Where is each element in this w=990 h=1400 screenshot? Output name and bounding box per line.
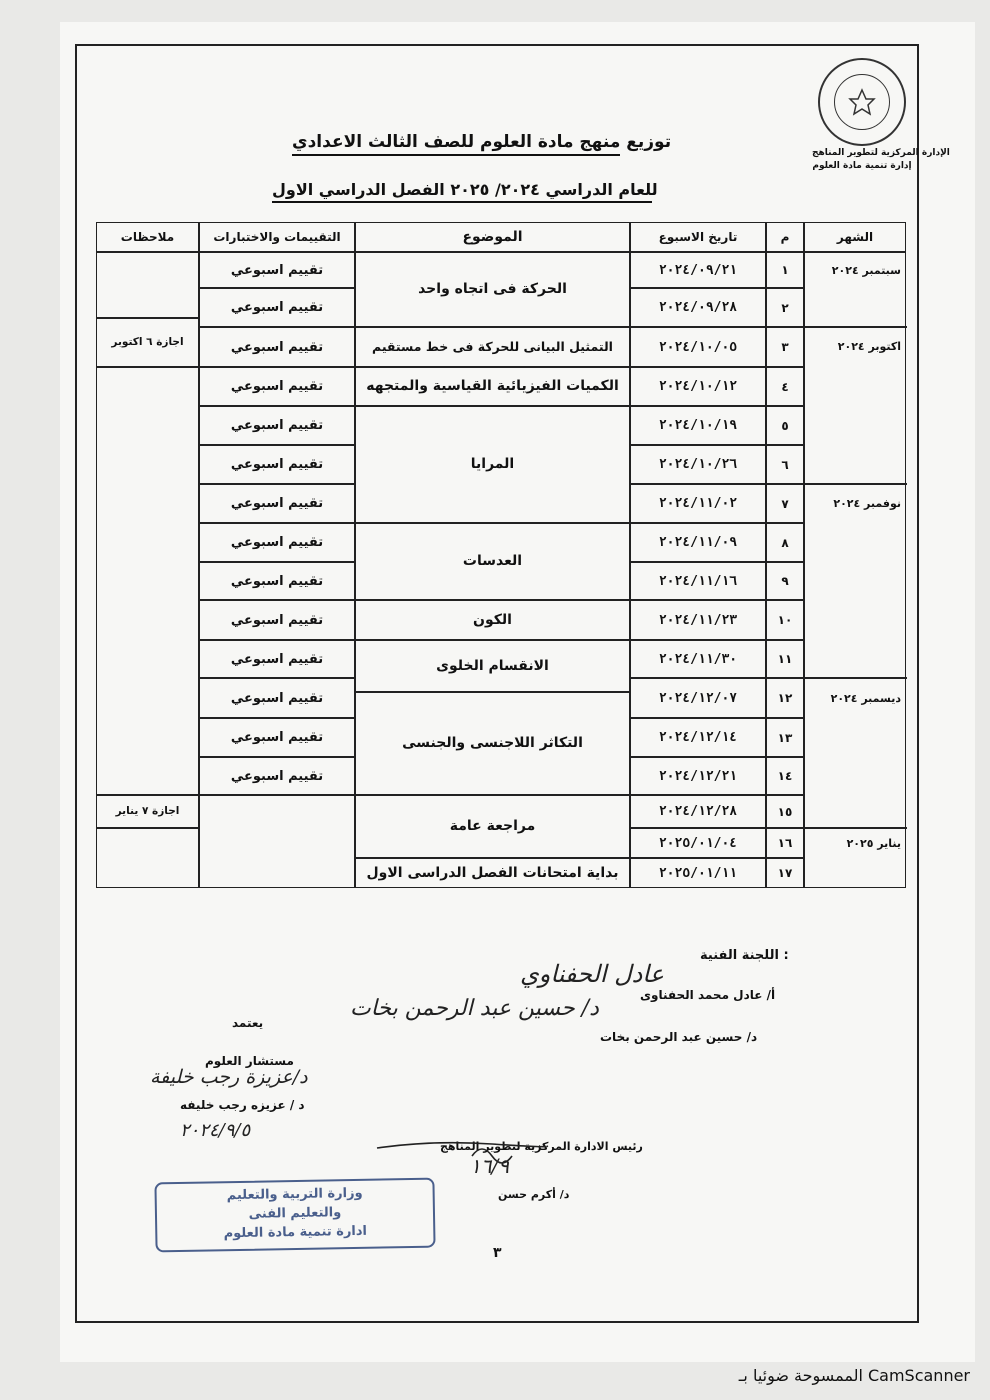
assessment-cell: تقييم اسبوعي	[230, 262, 324, 278]
director-title: رئيس الادارة المركزية لتطوير المناهج	[440, 1140, 643, 1153]
assessment-cell: تقييم اسبوعي	[230, 573, 324, 589]
header-month: الشهر	[836, 230, 874, 244]
week-number: ٩	[781, 574, 789, 588]
week-date: ٢٠٢٤/١١/٣٠	[658, 651, 738, 667]
week-date: ٢٠٢٤/١١/٢٣	[658, 612, 738, 628]
week-date: ٢٠٢٤/١١/١٦	[658, 573, 738, 589]
header-date: تاريخ الاسبوع	[658, 230, 738, 244]
header-num: م	[780, 230, 790, 244]
week-date: ٢٠٢٥/٠١/٠٤	[658, 835, 738, 851]
week-number: ٢	[781, 300, 789, 315]
approval-name: د / عزيزه رجب خليفه	[180, 1098, 305, 1112]
document-subtitle: للعام الدراسي ٢٠٢٤/ ٢٠٢٥ الفصل الدراسي الاول	[272, 180, 652, 203]
topic-cell: مراجعة عامة	[449, 818, 536, 835]
ministry-stamp	[154, 1178, 435, 1253]
week-date: ٢٠٢٤/١٠/٠٥	[658, 339, 738, 355]
committee-heading: اللجنة الفنية :	[700, 948, 789, 963]
stamp-line-2: والتعليم الفنى	[248, 1205, 342, 1222]
week-date: ٢٠٢٤/١١/٠٩	[658, 535, 738, 550]
assessment-cell: تقييم اسبوعي	[230, 690, 324, 706]
month-cell: ديسمبر ٢٠٢٤	[830, 691, 901, 705]
week-number: ١٠	[777, 613, 793, 627]
scanner-watermark: الممسوحة ضوئيا بـ CamScanner	[738, 1366, 970, 1385]
week-number: ٤	[781, 379, 789, 394]
week-date: ٢٠٢٤/١٢/٢١	[658, 768, 738, 784]
week-number: ١٦	[777, 836, 793, 850]
assessment-cell: تقييم اسبوعي	[230, 535, 324, 550]
stamp-line-1: وزارة التربية والتعليم	[226, 1185, 363, 1204]
week-date: ٢٠٢٤/١٢/٠٧	[658, 690, 738, 706]
assessment-cell: تقييم اسبوعي	[230, 339, 324, 355]
approval-label: يعتمد	[232, 1016, 264, 1030]
assessment-cell: تقييم اسبوعي	[230, 457, 324, 472]
week-number: ١٥	[777, 804, 793, 819]
note-cell: اجازة ٦ اكتوبر	[111, 335, 184, 348]
row-divider	[97, 366, 198, 368]
ministry-logo	[818, 58, 906, 146]
assessment-cell: تقييم اسبوعي	[230, 768, 324, 784]
week-number: ٨	[781, 535, 789, 550]
office-line-1: الإدارة المركزية لتطوير المناهج	[812, 148, 950, 158]
month-cell: نوفمبر ٢٠٢٤	[833, 497, 901, 510]
topic-cell: التكاثر اللاجنسى والجنسى	[402, 735, 583, 752]
week-number: ١٢	[777, 691, 793, 705]
note-cell: اجازة ٧ يناير	[115, 804, 180, 817]
stamp-line-3: ادارة تنمية مادة العلوم	[223, 1223, 368, 1241]
week-date: ٢٠٢٤/١٢/١٤	[658, 730, 738, 745]
office-line-2: إدارة تنمية مادة العلوم	[812, 161, 912, 171]
assessment-cell: تقييم اسبوعي	[230, 730, 324, 745]
assessment-cell: تقييم اسبوعي	[230, 379, 324, 394]
page-number: ٣	[493, 1245, 502, 1261]
assessment-cell: تقييم اسبوعي	[230, 651, 324, 667]
director-signature-mark	[372, 1136, 552, 1176]
week-number: ١	[781, 263, 789, 277]
week-number: ١٧	[777, 866, 793, 880]
week-number: ٥	[781, 418, 789, 433]
week-number: ٧	[781, 496, 789, 511]
topic-cell: الكميات الفيزيائية القياسية والمتجهه	[366, 378, 619, 395]
assessment-cell: تقييم اسبوعي	[230, 300, 324, 315]
director-date: ١٦/٩	[470, 1154, 509, 1178]
week-date: ٢٠٢٥/٠١/١١	[658, 865, 738, 881]
approval-signature: د/عزيزة رجب خليفة	[150, 1066, 308, 1088]
header-notes: ملاحظات	[120, 230, 175, 244]
document-title: توزيع منهج مادة العلوم للصف الثالث الاعدادي	[292, 132, 620, 156]
week-date: ٢٠٢٤/١٠/٢٦	[658, 457, 738, 472]
week-number: ١١	[777, 652, 793, 666]
row-divider	[198, 794, 354, 796]
week-date: ٢٠٢٤/٠٩/٢٨	[658, 300, 738, 315]
assessment-cell: تقييم اسبوعي	[230, 612, 324, 628]
approval-title: مستشار العلوم	[205, 1054, 294, 1068]
header-topic: الموضوع	[462, 229, 523, 245]
week-date: ٢٠٢٤/٠٩/٢١	[658, 262, 738, 278]
week-date: ٢٠٢٤/١٠/١٢	[658, 379, 738, 394]
month-cell: سبتمبر ٢٠٢٤	[831, 263, 901, 277]
month-cell: يناير ٢٠٢٥	[846, 836, 901, 850]
header-assessments: التقييمات والاختبارات	[213, 230, 341, 244]
topic-cell: العدسات	[462, 553, 523, 570]
curriculum-table	[96, 222, 906, 888]
member-2-signature: د/ حسين عبد الرحمن بخات	[350, 996, 599, 1021]
assessment-cell: تقييم اسبوعي	[230, 418, 324, 433]
director-name: د/ أكرم حسن	[498, 1188, 570, 1201]
emblem-icon	[847, 87, 877, 117]
week-date: ٢٠٢٤/١١/٠٢	[658, 496, 738, 511]
committee-member-1: أ/ عادل محمد الحفناوى	[640, 988, 776, 1002]
week-number: ١٤	[777, 769, 793, 783]
week-number: ٦	[781, 457, 789, 472]
week-number: ١٣	[777, 730, 793, 745]
topic-cell: الحركة فى اتجاه واحد	[418, 281, 567, 298]
row-divider	[97, 827, 198, 829]
topic-cell: التمثيل البيانى للحركة فى خط مستقيم	[372, 338, 613, 354]
approval-date: ٢٠٢٤/٩/٥	[180, 1120, 251, 1141]
assessment-cell: تقييم اسبوعي	[230, 496, 324, 511]
week-number: ٣	[781, 340, 789, 354]
member-1-signature: عادل الحفناوي	[520, 960, 664, 988]
topic-cell: بداية امتحانات الفصل الدراسى الاول	[366, 864, 619, 881]
column-divider	[803, 223, 805, 887]
month-cell: اكتوبر ٢٠٢٤	[837, 339, 901, 353]
week-date: ٢٠٢٤/١٠/١٩	[658, 418, 738, 433]
committee-member-2: د/ حسين عبد الرحمن بخات	[600, 1030, 758, 1044]
topic-cell: المرايا	[470, 456, 515, 473]
topic-cell: الانقسام الخلوى	[436, 657, 549, 674]
topic-cell: الكون	[473, 611, 512, 628]
week-date: ٢٠٢٤/١٢/٢٨	[658, 804, 738, 819]
